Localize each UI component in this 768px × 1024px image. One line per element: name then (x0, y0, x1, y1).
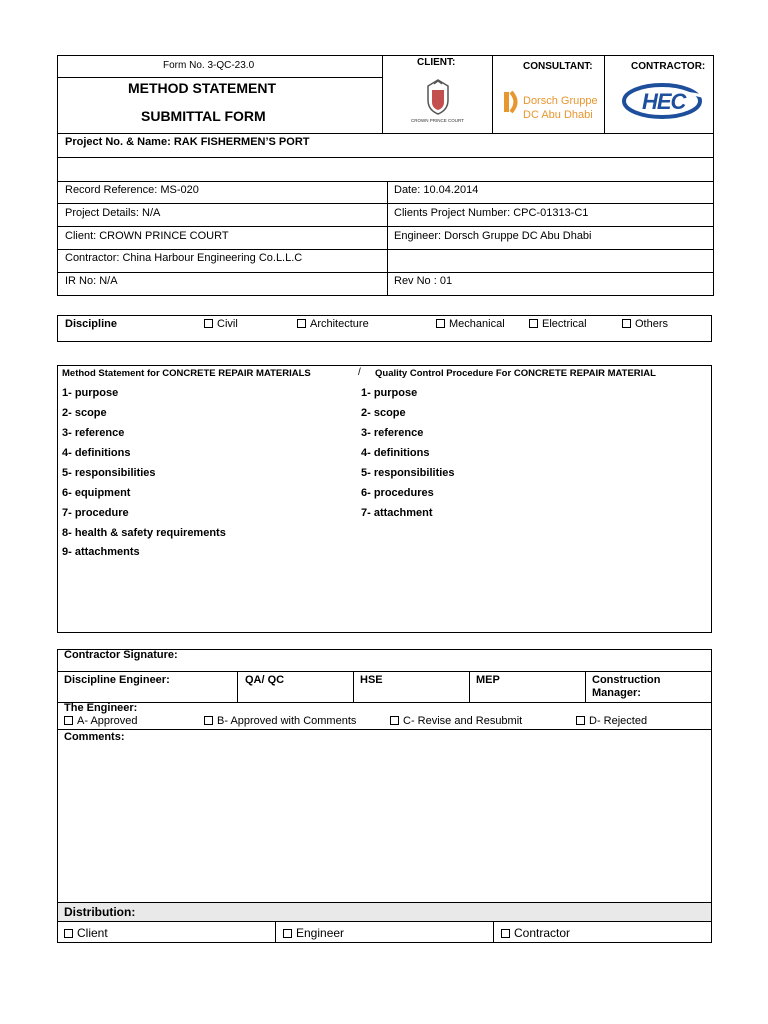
distribution-option-client[interactable]: Client (64, 927, 108, 939)
dorsch-mark-icon (503, 90, 521, 118)
list-item: 7- procedure (62, 507, 129, 519)
consultant-logo-line2: DC Abu Dhabi (523, 109, 593, 121)
header-divider (57, 77, 383, 78)
distribution-option-engineer[interactable]: Engineer (283, 927, 344, 939)
method-left-heading: Method Statement for CONCRETE REPAIR MATERIALS (62, 368, 311, 379)
project-name-value: RAK FISHERMEN’S PORT (173, 136, 310, 148)
engineer-option-rejected[interactable]: D- Rejected (576, 716, 647, 727)
discipline-box (57, 315, 712, 342)
sign-col (469, 671, 470, 702)
discipline-engineer-label: Discipline Engineer: (64, 674, 170, 686)
list-item: 6- equipment (62, 487, 131, 499)
row-line (57, 181, 714, 182)
ir-number: IR No: N/A (65, 275, 118, 287)
qa-qc-label: QA/ QC (245, 674, 285, 686)
list-item: 4- definitions (361, 447, 430, 459)
checkbox-icon[interactable] (64, 929, 73, 938)
checkbox-icon[interactable] (204, 716, 213, 725)
list-item: 6- procedures (361, 487, 434, 499)
contractor-logo-text: HEC (642, 89, 686, 114)
method-heading-slash: / (358, 367, 361, 378)
row-line (57, 226, 714, 227)
record-reference: Record Reference: MS-020 (65, 184, 199, 196)
contractor-name: Contractor: China Harbour Engineering Co.L.L.C (65, 252, 303, 264)
row-line (57, 203, 714, 204)
engineer-option-approved[interactable]: A- Approved (64, 716, 138, 727)
client-name: Client: CROWN PRINCE COURT (65, 230, 229, 242)
row-line (57, 157, 714, 158)
engineer-name: Engineer: Dorsch Gruppe DC Abu Dhabi (394, 230, 592, 242)
discipline-option-architecture[interactable]: Architecture (297, 319, 369, 330)
method-right-heading: Quality Control Procedure For CONCRETE REPAIR MATERIAL (375, 368, 656, 379)
contractor-logo (622, 82, 706, 120)
list-item: 1- purpose (62, 387, 119, 399)
discipline-option-mechanical[interactable]: Mechanical (436, 319, 505, 330)
list-item: 3- reference (361, 427, 424, 439)
crown-crest-icon (407, 78, 469, 116)
hse-label: HSE (360, 674, 383, 686)
row-line (57, 921, 712, 922)
list-item: 4- definitions (62, 447, 131, 459)
client-logo (407, 78, 469, 130)
date: Date: 10.04.2014 (394, 184, 479, 196)
distribution-option-contractor[interactable]: Contractor (501, 927, 570, 939)
checkbox-icon[interactable] (622, 319, 631, 328)
distribution-header (58, 903, 711, 921)
distribution-label: Distribution: (64, 905, 136, 919)
contractor-label: CONTRACTOR: (631, 61, 706, 72)
list-item: 7- attachment (361, 507, 433, 519)
list-item: 2- scope (361, 407, 406, 419)
comments-area[interactable] (58, 746, 711, 902)
checkbox-icon[interactable] (390, 716, 399, 725)
header-col-3 (604, 55, 605, 133)
list-item: 1- purpose (361, 387, 418, 399)
project-details: Project Details: N/A (65, 207, 161, 219)
row-line (57, 729, 712, 730)
consultant-label: CONSULTANT: (523, 61, 593, 72)
contractor-signature-label: Contractor Signature: (64, 649, 178, 661)
header-col-2 (492, 55, 493, 133)
project-name-label: Project No. & Name: RAK FISHERMEN’S PORT (65, 136, 310, 148)
checkbox-icon[interactable] (576, 716, 585, 725)
list-item: 5- responsibilities (62, 467, 156, 479)
clients-project-number: Clients Project Number: CPC-01313-C1 (394, 207, 589, 219)
consultant-logo (503, 88, 598, 128)
header-bottom (57, 133, 714, 134)
form-title-line2: SUBMITTAL FORM (141, 108, 266, 124)
row-line (57, 671, 712, 672)
checkbox-icon[interactable] (204, 319, 213, 328)
method-statement-box (57, 365, 712, 633)
checkbox-icon[interactable] (529, 319, 538, 328)
engineer-option-revise-resubmit[interactable]: C- Revise and Resubmit (390, 716, 522, 727)
list-item: 5- responsibilities (361, 467, 455, 479)
discipline-option-civil[interactable]: Civil (204, 319, 238, 330)
construction-manager-label-1: Construction (592, 674, 661, 686)
sign-col (237, 671, 238, 702)
form-title-line1: METHOD STATEMENT (128, 80, 277, 96)
checkbox-icon[interactable] (297, 319, 306, 328)
rev-number: Rev No : 01 (394, 275, 453, 287)
row-line (57, 249, 714, 250)
list-item: 9- attachments (62, 546, 140, 558)
client-logo-text: CROWN PRINCE COURT (411, 118, 464, 123)
sign-col (585, 671, 586, 702)
project-col-divider (387, 181, 388, 296)
row-line (57, 702, 712, 703)
sign-col (353, 671, 354, 702)
dist-col (493, 921, 494, 943)
list-item: 3- reference (62, 427, 125, 439)
mep-label: MEP (476, 674, 500, 686)
row-line (57, 272, 714, 273)
checkbox-icon[interactable] (501, 929, 510, 938)
consultant-logo-line1: Dorsch Gruppe (523, 95, 598, 107)
client-label: CLIENT: (417, 57, 456, 68)
checkbox-icon[interactable] (64, 716, 73, 725)
dist-col (275, 921, 276, 943)
comments-label: Comments: (64, 731, 125, 743)
list-item: 8- health & safety requirements (62, 527, 226, 539)
engineer-label: The Engineer: (64, 702, 138, 714)
form-number: Form No. 3-QC-23.0 (163, 60, 255, 71)
header-col-1 (382, 55, 383, 133)
list-item: 2- scope (62, 407, 107, 419)
checkbox-icon[interactable] (436, 319, 445, 328)
discipline-option-others[interactable]: Others (622, 319, 668, 330)
discipline-option-electrical[interactable]: Electrical (529, 319, 587, 330)
checkbox-icon[interactable] (283, 929, 292, 938)
engineer-option-approved-with-comments[interactable]: B- Approved with Comments (204, 716, 356, 727)
discipline-label: Discipline (65, 318, 117, 330)
construction-manager-label-2: Manager: (592, 687, 641, 699)
